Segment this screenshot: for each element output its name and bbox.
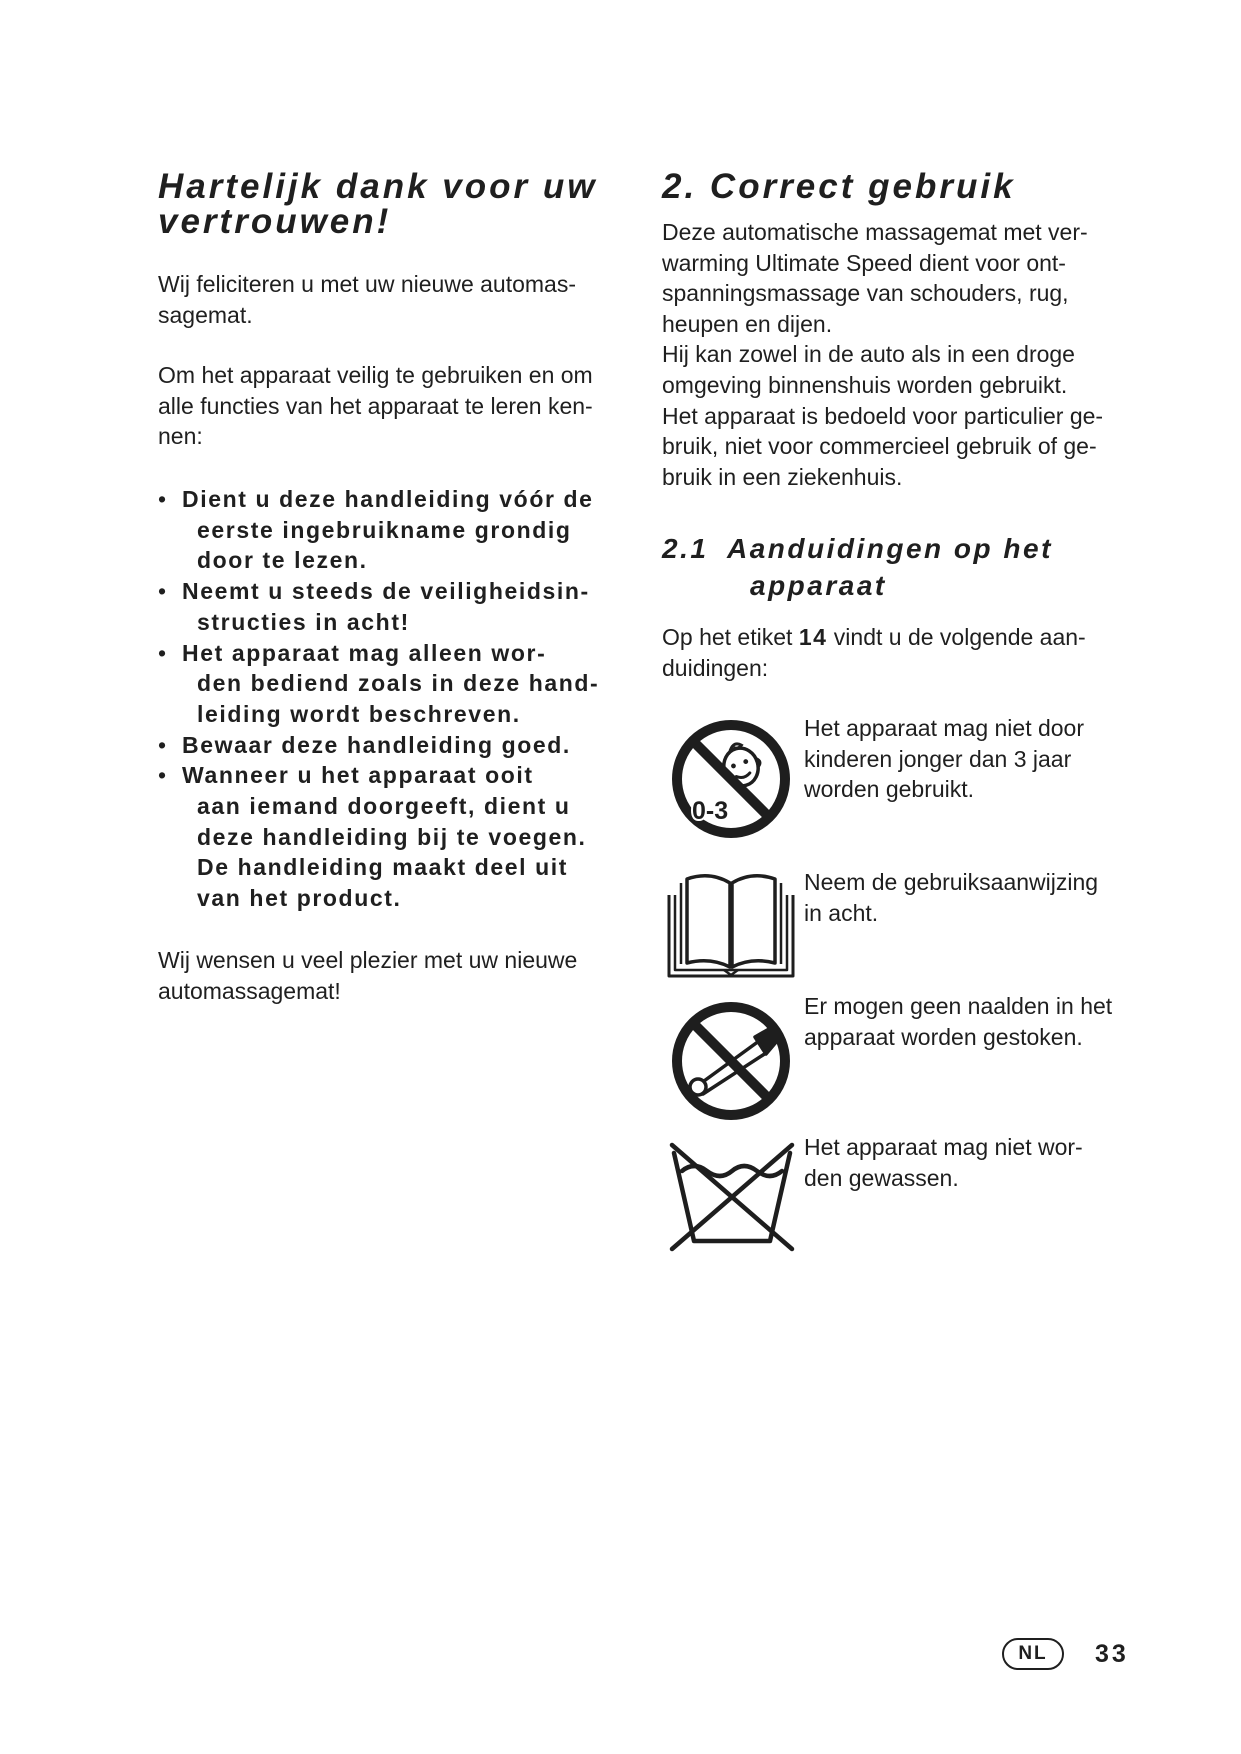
symbol-description: Neem de gebruiksaanwijzing in acht.	[804, 869, 1099, 926]
page-number: 33	[1095, 1640, 1129, 1668]
no-needles-icon	[671, 1001, 791, 1121]
list-item: • Neemt u steeds de veiligheidsin- structies in acht!	[158, 576, 599, 637]
closing-paragraph: Wij wensen u veel plezier met uw nieuwe automassagemat!	[158, 947, 578, 1004]
symbol-description: Het apparaat mag niet wor- den gewassen.	[804, 1134, 1083, 1191]
label-intro	[662, 622, 1086, 683]
symbol-description: Het apparaat mag niet door kinderen jonger dan 3 jaar worden gebruikt.	[804, 715, 1085, 803]
list-item: • Wanneer u het apparaat ooit aan iemand doorgeeft, dient u deze handleiding bij te voegen. De handleiding maakt deel uit van het product.	[158, 760, 599, 914]
left-title: Hartelijk dank voor uw vertrouwen!	[158, 167, 598, 241]
label-intro-prefix: Op het etiket	[662, 624, 799, 650]
language-badge: NL	[1002, 1638, 1064, 1670]
subsection-title: Aanduidingen op het apparaat	[727, 533, 1053, 601]
list-item: • Bewaar deze handleiding goed.	[158, 730, 599, 761]
age-range-label: 0-3	[692, 797, 729, 825]
purpose-paragraph: Om het apparaat veilig te gebruiken en om alle functies van het apparaat te leren ken- nen:	[158, 362, 593, 450]
no-children-under-3-icon	[671, 719, 791, 839]
read-manual-icon	[666, 871, 796, 979]
do-not-wash-icon	[666, 1139, 798, 1255]
list-item: • Het apparaat mag alleen wor- den bediend zoals in deze hand- leiding wordt beschreven.	[158, 638, 599, 730]
list-item: • Dient u deze handleiding vóór de eerste ingebruikname grondig door te lezen.	[158, 484, 599, 576]
intro-paragraph: Wij feliciteren u met uw nieuwe automas- sagemat.	[158, 271, 576, 328]
subsection-number: 2.1	[662, 533, 709, 564]
subsection-heading	[662, 530, 1053, 604]
usage-paragraph: Deze automatische massagemat met ver- warming Ultimate Speed dient voor ont- spanningsmassage van schouders, rug, heupen en dijen. Hij kan zowel in de auto als in een droge omgeving binnenshuis worden gebruikt. Het apparaat is bedoeld voor particulier ge- bruik, niet voor commercieel gebruik of ge- bruik in een ziekenhuis.	[662, 219, 1104, 490]
instruction-list	[158, 484, 599, 914]
label-intro-suffix: vindt u de volgende aan- duidingen:	[662, 624, 1086, 681]
section-title: 2. Correct gebruik	[662, 167, 1016, 206]
label-number: 14	[798, 624, 828, 650]
symbol-description: Er mogen geen naalden in het apparaat worden gestoken.	[804, 993, 1113, 1050]
